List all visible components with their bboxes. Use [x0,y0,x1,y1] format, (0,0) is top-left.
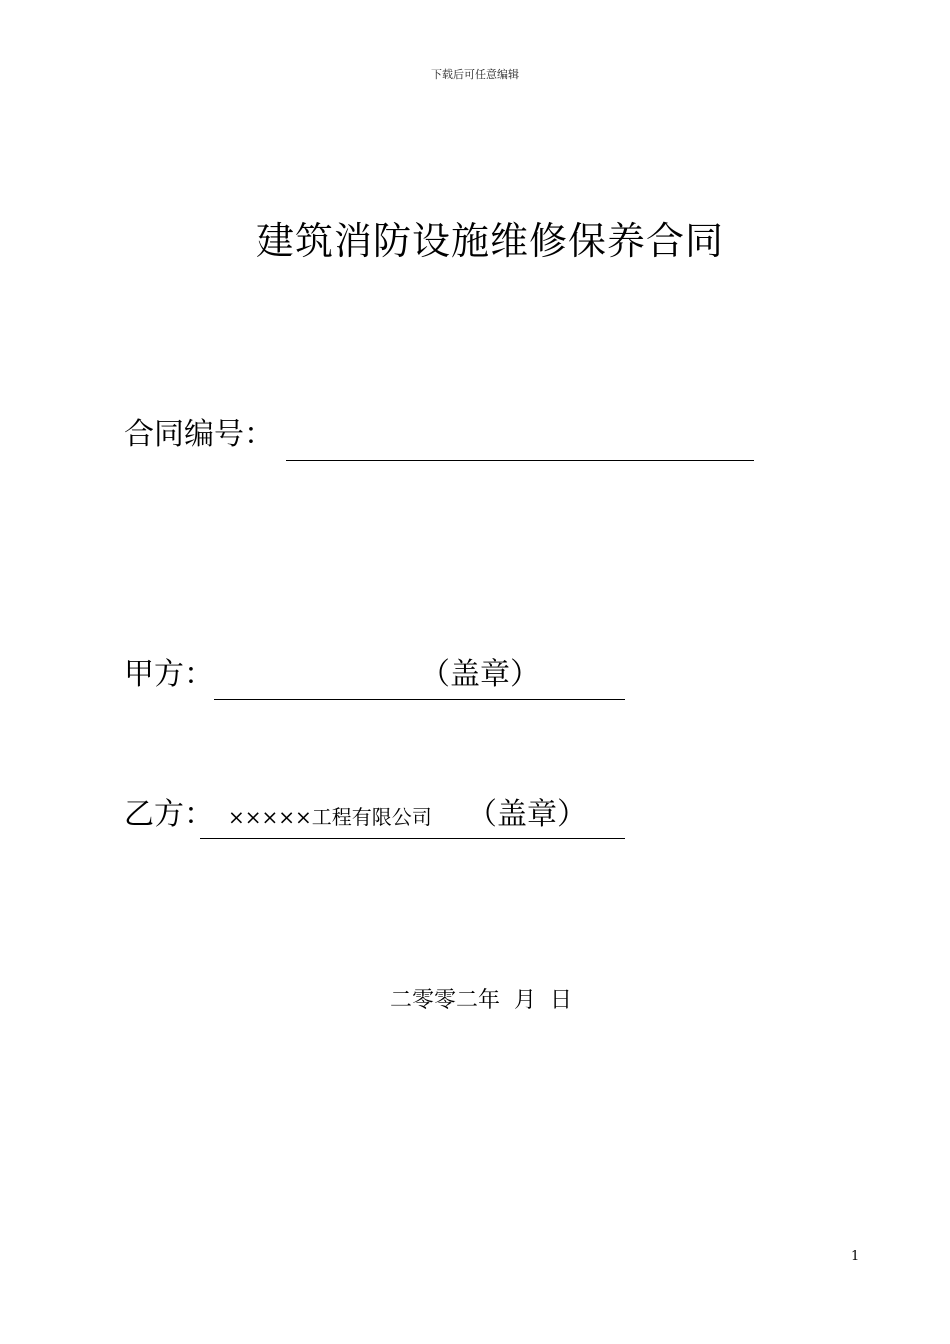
contract-number-label: 合同编号： [124,417,274,452]
contract-number-line [286,460,754,461]
document-title: 建筑消防设施维修保养合同 [255,219,724,263]
party-a-line [214,699,625,700]
header-note: 下载后可任意编辑 [431,68,519,81]
party-a-label: 甲方： [124,657,214,692]
party-b-seal: （盖章） [467,797,587,832]
party-a-seal: （盖章） [420,657,540,692]
page-number: 1 [851,1249,860,1264]
party-b-company-name: ×××××工程有限公司 [228,805,432,829]
party-b-label: 乙方： [124,797,214,832]
party-b-line [200,838,625,839]
contract-date: 二零零二年 月 日 [390,988,572,1013]
